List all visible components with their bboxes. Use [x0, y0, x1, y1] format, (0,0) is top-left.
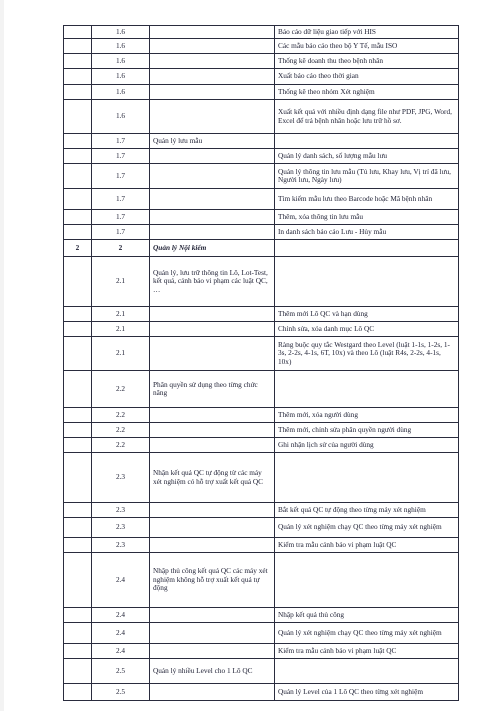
section-number-cell [64, 453, 92, 503]
section-number-cell [64, 518, 92, 538]
section-number-cell [64, 503, 92, 518]
table-row [64, 408, 459, 423]
table-row [64, 503, 459, 518]
feature-detail-cell [275, 453, 459, 503]
item-number-cell: 1.7 [92, 189, 150, 210]
section-number-cell [64, 54, 92, 69]
feature-detail-cell: Thêm mới, xóa người dùng [275, 408, 459, 423]
feature-group-cell [150, 337, 275, 371]
item-number-cell: 2.3 [92, 538, 150, 553]
feature-detail-cell: Quản lý xét nghiệm chạy QC theo từng máy xét nghiệm [275, 623, 459, 644]
section-number-cell [64, 337, 92, 371]
item-number-cell: 2.2 [92, 423, 150, 438]
section-number-cell: 2 [64, 240, 92, 257]
item-number-cell: 2.3 [92, 503, 150, 518]
feature-group-cell: Quản lý, lưu trữ thông tin Lô, Lot-Test, kết quả, cảnh báo vi phạm các luật QC, … [150, 257, 275, 307]
feature-group-cell [150, 100, 275, 134]
feature-detail-cell [275, 240, 459, 257]
section-number-cell [64, 608, 92, 623]
table-row [64, 322, 459, 337]
feature-group-cell: Nhập thủ công kết quả QC các máy xét nghiệm không hỗ trợ xuất kết quả tự động [150, 553, 275, 608]
item-number-cell: 1.7 [92, 210, 150, 225]
section-number-cell [64, 659, 92, 684]
page-edge [0, 0, 4, 711]
feature-group-cell [150, 69, 275, 85]
feature-group-cell [150, 518, 275, 538]
table-row [64, 100, 459, 134]
section-number-cell [64, 189, 92, 210]
feature-group-cell: Nhận kết quả QC tự động từ các máy xét nghiệm có hỗ trợ xuất kết quả QC [150, 453, 275, 503]
feature-group-cell: Quản lý nhiều Level cho 1 Lô QC [150, 659, 275, 684]
item-number-cell: 1.6 [92, 85, 150, 100]
section-number-cell [64, 307, 92, 322]
table-row [64, 85, 459, 100]
item-number-cell: 2.2 [92, 408, 150, 423]
section-number-cell [64, 538, 92, 553]
item-number-cell: 2.4 [92, 553, 150, 608]
table-row [64, 608, 459, 623]
feature-group-cell [150, 39, 275, 54]
item-number-cell: 2.4 [92, 608, 150, 623]
feature-group-cell: Phân quyền sử dụng theo từng chức năng [150, 371, 275, 408]
feature-group-cell [150, 26, 275, 39]
feature-group-cell [150, 307, 275, 322]
item-number-cell: 2.3 [92, 518, 150, 538]
feature-detail-cell: Thêm mới, chỉnh sửa phân quyền người dùng [275, 423, 459, 438]
table-row [64, 39, 459, 54]
section-number-cell [64, 26, 92, 39]
table-row [64, 69, 459, 85]
feature-detail-cell [275, 553, 459, 608]
item-number-cell: 2.4 [92, 644, 150, 659]
table-row [64, 54, 459, 69]
feature-group-cell [150, 408, 275, 423]
table-body [64, 26, 459, 701]
item-number-cell: 1.6 [92, 39, 150, 54]
feature-detail-cell: Xuất kết quả với nhiều định dạng file như PDF, JPG, Word, Excel để trả bệnh nhân hoặc lưu trữ hồ sơ. [275, 100, 459, 134]
table-row [64, 307, 459, 322]
feature-detail-cell: Bắt kết quả QC tự động theo từng máy xét nghiệm [275, 503, 459, 518]
feature-group-cell [150, 684, 275, 701]
item-number-cell: 2.2 [92, 371, 150, 408]
feature-group-cell [150, 644, 275, 659]
table-row [64, 423, 459, 438]
feature-detail-cell: Ràng buộc quy tắc Westgard theo Level (luật 1-1s, 1-2s, 1-3s, 2-2s, 4-1s, 6T, 10x) và theo Lô (luật R4s, 2-2s, 4-1s, 10x) [275, 337, 459, 371]
feature-detail-cell: Các mẫu báo cáo theo bộ Y Tế, mẫu ISO [275, 39, 459, 54]
table-row [64, 659, 459, 684]
feature-detail-cell: Quản lý thông tin lưu mẫu (Tủ lưu, Khay lưu, Vị trí đã lưu, Người lưu, Ngày lưu) [275, 164, 459, 189]
feature-detail-cell: Chỉnh sửa, xóa danh mục Lô QC [275, 322, 459, 337]
requirements-table [63, 25, 459, 701]
item-number-cell: 1.7 [92, 134, 150, 149]
item-number-cell: 2.5 [92, 659, 150, 684]
feature-group-cell: Quản lý lưu mẫu [150, 134, 275, 149]
table-row [64, 164, 459, 189]
section-number-cell [64, 644, 92, 659]
section-row [64, 240, 459, 257]
feature-group-cell [150, 85, 275, 100]
table-row [64, 337, 459, 371]
item-number-cell: 2.2 [92, 438, 150, 453]
section-number-cell [64, 408, 92, 423]
feature-group-cell [150, 438, 275, 453]
table-row [64, 371, 459, 408]
feature-group-cell [150, 503, 275, 518]
section-number-cell [64, 423, 92, 438]
table-row [64, 210, 459, 225]
table-row [64, 189, 459, 210]
section-number-cell [64, 210, 92, 225]
feature-detail-cell [275, 659, 459, 684]
feature-detail-cell [275, 371, 459, 408]
feature-detail-cell: In danh sách báo cáo Lưu - Hủy mẫu [275, 225, 459, 240]
feature-group-cell: Quản lý Nội kiểm [150, 240, 275, 257]
feature-group-cell [150, 322, 275, 337]
item-number-cell: 1.7 [92, 164, 150, 189]
table-row [64, 257, 459, 307]
feature-group-cell [150, 210, 275, 225]
feature-detail-cell: Quản lý danh sách, số lượng mẫu lưu [275, 149, 459, 164]
item-number-cell: 2.5 [92, 684, 150, 701]
item-number-cell: 1.6 [92, 100, 150, 134]
table-row [64, 553, 459, 608]
section-number-cell [64, 623, 92, 644]
table-row [64, 134, 459, 149]
feature-detail-cell [275, 134, 459, 149]
item-number-cell: 1.6 [92, 26, 150, 39]
table-row [64, 149, 459, 164]
item-number-cell: 2.1 [92, 322, 150, 337]
table-row [64, 26, 459, 39]
feature-detail-cell: Tìm kiếm mẫu lưu theo Barcode hoặc Mã bệnh nhân [275, 189, 459, 210]
item-number-cell: 2.1 [92, 257, 150, 307]
table-row [64, 225, 459, 240]
feature-group-cell [150, 538, 275, 553]
feature-detail-cell: Kiểm tra mẫu cảnh báo vi phạm luật QC [275, 538, 459, 553]
feature-detail-cell: Thống kê theo nhóm Xét nghiệm [275, 85, 459, 100]
table-row [64, 518, 459, 538]
feature-detail-cell: Thêm mới Lô QC và hạn dùng [275, 307, 459, 322]
feature-group-cell [150, 225, 275, 240]
feature-detail-cell: Thống kê doanh thu theo bệnh nhân [275, 54, 459, 69]
section-number-cell [64, 134, 92, 149]
table-row [64, 644, 459, 659]
item-number-cell: 1.7 [92, 149, 150, 164]
feature-detail-cell: Xuất báo cáo theo thời gian [275, 69, 459, 85]
table-row [64, 684, 459, 701]
section-number-cell [64, 225, 92, 240]
feature-detail-cell: Quản lý xét nghiệm chạy QC theo từng máy xét nghiệm [275, 518, 459, 538]
section-number-cell [64, 438, 92, 453]
feature-detail-cell: Ghi nhận lịch sử của người dùng [275, 438, 459, 453]
section-number-cell [64, 69, 92, 85]
feature-group-cell [150, 149, 275, 164]
section-number-cell [64, 164, 92, 189]
feature-detail-cell: Nhập kết quả thủ công [275, 608, 459, 623]
item-number-cell: 2.3 [92, 453, 150, 503]
item-number-cell: 2 [92, 240, 150, 257]
feature-detail-cell [275, 257, 459, 307]
section-number-cell [64, 684, 92, 701]
feature-detail-cell: Thêm, xóa thông tin lưu mẫu [275, 210, 459, 225]
table-row [64, 538, 459, 553]
feature-group-cell [150, 608, 275, 623]
section-number-cell [64, 85, 92, 100]
feature-group-cell [150, 423, 275, 438]
section-number-cell [64, 553, 92, 608]
item-number-cell: 1.7 [92, 225, 150, 240]
feature-detail-cell: Kiểm tra mẫu cảnh báo vi phạm luật QC [275, 644, 459, 659]
feature-detail-cell: Quản lý Level của 1 Lô QC theo từng xét nghiệm [275, 684, 459, 701]
item-number-cell: 1.6 [92, 54, 150, 69]
table-row [64, 453, 459, 503]
feature-detail-cell: Báo cáo dữ liệu giao tiếp với HIS [275, 26, 459, 39]
section-number-cell [64, 39, 92, 54]
feature-group-cell [150, 189, 275, 210]
section-number-cell [64, 257, 92, 307]
table-row [64, 623, 459, 644]
section-number-cell [64, 100, 92, 134]
item-number-cell: 2.1 [92, 307, 150, 322]
feature-group-cell [150, 164, 275, 189]
section-number-cell [64, 322, 92, 337]
section-number-cell [64, 149, 92, 164]
item-number-cell: 2.1 [92, 337, 150, 371]
feature-group-cell [150, 623, 275, 644]
table-row [64, 438, 459, 453]
item-number-cell: 2.4 [92, 623, 150, 644]
section-number-cell [64, 371, 92, 408]
feature-group-cell [150, 54, 275, 69]
item-number-cell: 1.6 [92, 69, 150, 85]
